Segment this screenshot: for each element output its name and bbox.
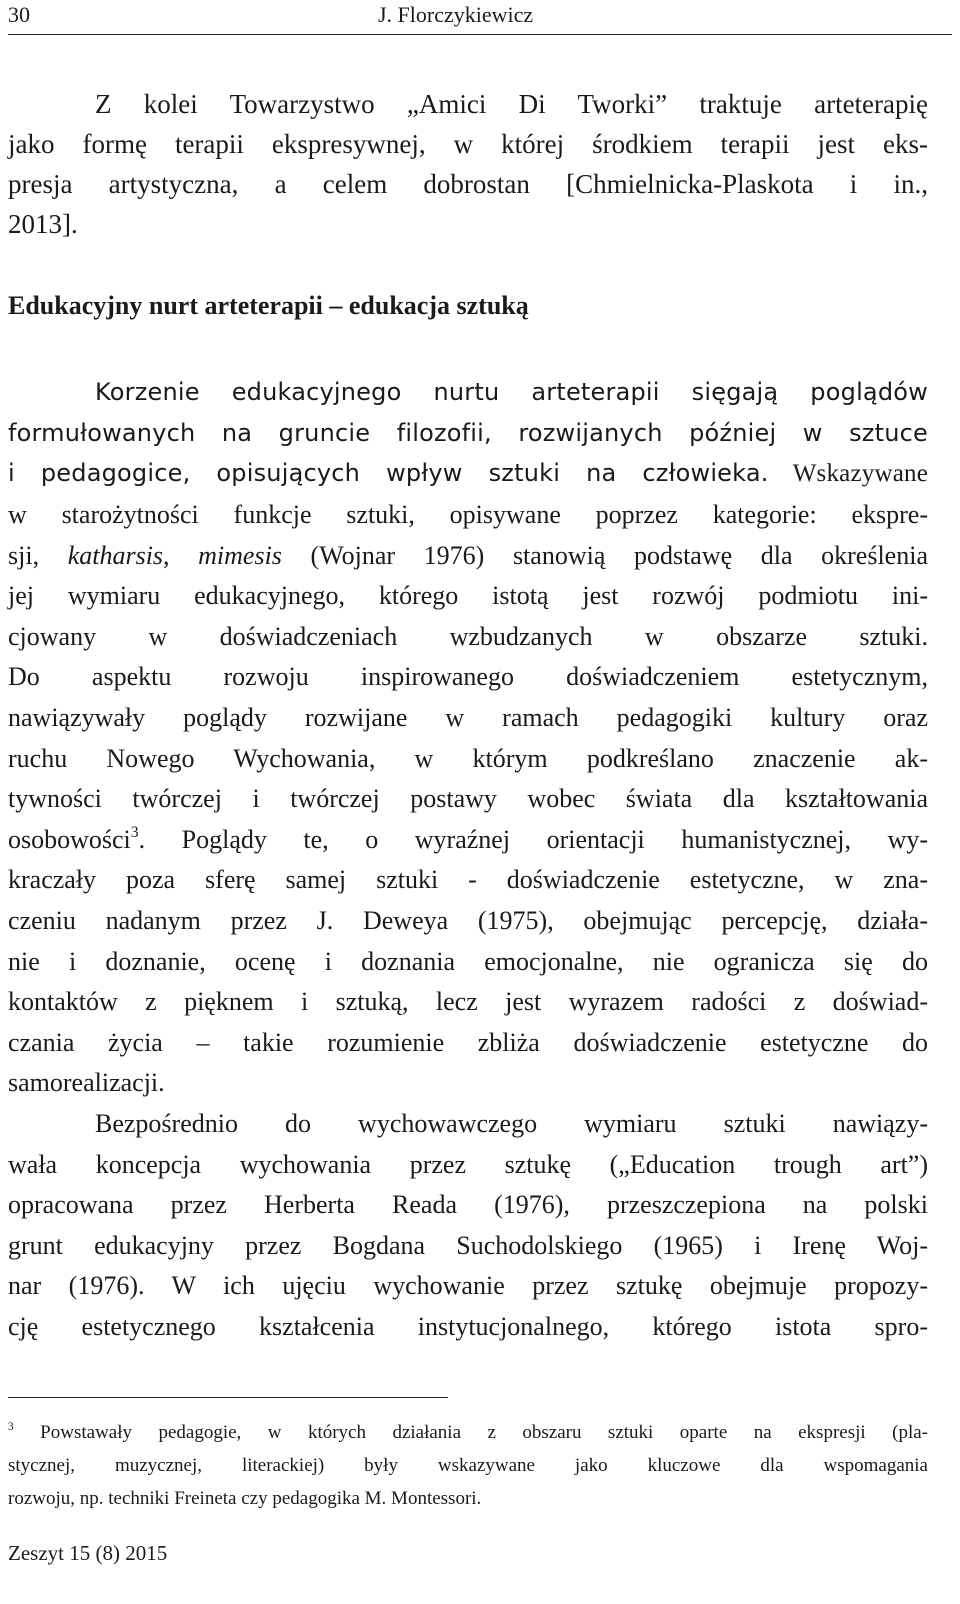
text-line: Do aspektu rozwoju inspirowanego doświadczeniem estetycznym,	[8, 662, 928, 692]
text-line: kontaktów z pięknem i sztuką, lecz jest wyrazem radości z doświad-	[8, 987, 928, 1017]
text-line: cjowany w doświadczeniach wzbudzanych w obszarze sztuki.	[8, 621, 928, 651]
text-line: 2013].	[8, 209, 78, 239]
italic-term: mimesis	[198, 540, 282, 570]
text-line: cję estetycznego kształcenia instytucjonalnego, którego istota spro-	[8, 1311, 928, 1341]
intro-paragraph	[8, 84, 928, 244]
footnote-marker: 3	[8, 1421, 14, 1434]
text-line: stycznej, muzycznej, literackiej) były wskazywane jako kluczowe dla wspomagania	[8, 1455, 928, 1476]
page-number: 30	[8, 2, 30, 27]
text-line: ruchu Nowego Wychowania, w którym podkreślano znaczenie ak-	[8, 743, 928, 773]
text-run: ,	[163, 540, 199, 570]
paragraph-main	[8, 495, 928, 1347]
paragraph-sans	[8, 372, 928, 495]
text-line: kraczały poza sferę samej sztuki - doświadczenie estetyczne, w zna-	[8, 865, 928, 895]
text-line: tywności twórczej i twórczej postawy wobec świata dla kształtowania	[8, 784, 928, 814]
text-line: Z kolei Towarzystwo „Amici Di Tworki” traktuje arteterapię	[95, 89, 928, 119]
text-line: Korzenie edukacyjnego nurtu arteterapii sięgają poglądów	[95, 378, 928, 406]
text-line: w starożytności funkcje sztuki, opisywane poprzez kategorie: ekspre-	[8, 500, 928, 529]
text-line: czeniu nadanym przez J. Deweya (1975), obejmując percepcję, działa-	[8, 905, 928, 935]
footnote-rule	[8, 1397, 448, 1398]
text-run: Powstawały pedagogie, w których działania z obszaru sztuki oparte na ekspresji (pla-	[13, 1422, 928, 1443]
text-line	[8, 453, 928, 495]
section-heading: Edukacyjny nurt arteterapii – edukacja sztuką	[8, 291, 529, 320]
text-line: jako formę terapii ekspresywnej, w której środkiem terapii jest eks-	[8, 129, 928, 159]
text-line: nawiązywały poglądy rozwijane w ramach pedagogiki kultury oraz	[8, 702, 928, 732]
text-line: opracowana przez Herberta Reada (1976), przeszczepiona na polski	[8, 1190, 928, 1220]
text-line	[8, 1416, 928, 1449]
text-line: Bezpośrednio do wychowawczego wymiaru sztuki nawiązy-	[95, 1108, 928, 1138]
text-run: osobowości	[8, 824, 131, 854]
text-run: . Poglądy te, o wyraźnej orientacji humanistycznej, wy-	[138, 824, 928, 854]
text-line: nie i doznanie, ocenę i doznania emocjonalne, nie ogranicza się do	[8, 946, 928, 976]
issue-footer: Zeszyt 15 (8) 2015	[8, 1541, 168, 1565]
text-line: samorealizacji.	[8, 1068, 165, 1098]
footnote	[8, 1416, 928, 1515]
text-run: sji,	[8, 540, 68, 570]
text-line: formułowanych na gruncie filozofii, rozwijanych później w sztuce	[8, 418, 928, 447]
running-header	[8, 2, 952, 34]
text-run: Wskazywane	[768, 460, 928, 487]
text-line: rozwoju, np. techniki Freineta czy pedagogika M. Montessori.	[8, 1488, 482, 1509]
italic-term: katharsis	[67, 540, 164, 570]
text-line: wała koncepcja wychowania przez sztukę („Education trough art”)	[8, 1149, 928, 1179]
text-line: jej wymiaru edukacyjnego, którego istotą jest rozwój podmiotu ini-	[8, 581, 928, 611]
text-line: presja artystyczna, a celem dobrostan [Chmielnicka-Plaskota i in.,	[8, 169, 928, 199]
text-line: grunt edukacyjny przez Bogdana Suchodolskiego (1965) i Irenę Woj-	[8, 1230, 928, 1260]
footnote-ref[interactable]: 3	[130, 823, 139, 841]
header-rule	[8, 34, 952, 35]
text-run: i pedagogice, opisujących wpływ sztuki na człowieka.	[8, 459, 769, 487]
text-line: czania życia – takie rozumienie zbliża doświadczenie estetyczne do	[8, 1027, 928, 1057]
text-run: (Wojnar 1976) stanowią podstawę dla określenia	[281, 540, 928, 570]
running-author: J. Florczykiewicz	[378, 2, 534, 27]
text-line	[8, 536, 928, 577]
text-line	[8, 820, 928, 861]
text-line: nar (1976). W ich ujęciu wychowanie przez sztukę obejmuje propozy-	[8, 1271, 928, 1301]
